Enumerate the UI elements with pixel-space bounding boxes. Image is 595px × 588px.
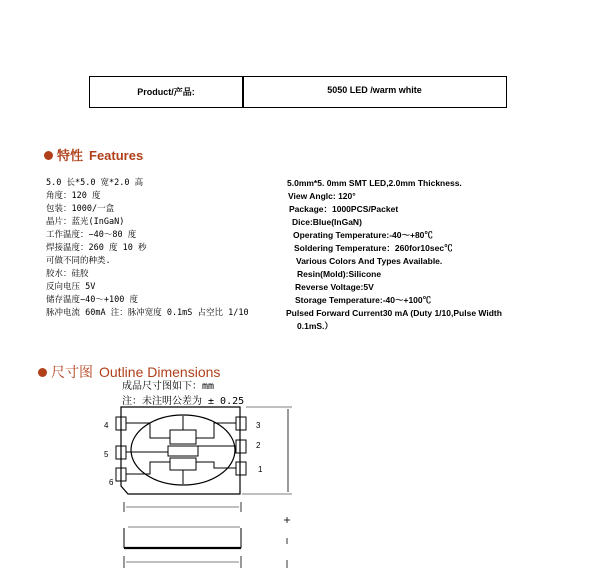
feature-en-item: Dice:Blue(InGaN) xyxy=(292,217,362,227)
leadframe-trace xyxy=(126,423,170,438)
dimension-note: 成品尺寸图如下：mm xyxy=(122,381,215,392)
feature-cn-item: 反向电压 5V xyxy=(46,282,96,292)
feature-cn-item: 包装：1000/一盒 xyxy=(46,204,115,214)
pad-2 xyxy=(236,440,246,453)
feature-en-item: Soldering Temperature：260for10sec℃ xyxy=(294,243,453,253)
outline-heading-cn: 尺寸图 xyxy=(51,364,93,380)
feature-en-item: Operating Temperature:-40～+80℃ xyxy=(293,230,433,240)
feature-cn-item: 晶片：蓝光(InGaN) xyxy=(46,217,125,227)
feature-en-item: Reverse Voltage:5V xyxy=(295,282,374,292)
pin-label-6: 6 xyxy=(109,478,114,487)
pad-1 xyxy=(236,462,246,475)
product-value: 5050 LED /warm white xyxy=(327,85,422,95)
feature-cn-item: 焊接温度：260 度 10 秒 xyxy=(46,243,147,253)
feature-cn-item: 工作温度：−40〜80 度 xyxy=(46,230,137,240)
pin-label-3: 3 xyxy=(256,421,261,430)
features-heading-en: Features xyxy=(89,148,144,163)
pin-label-4: 4 xyxy=(104,421,109,430)
package-body xyxy=(121,407,240,494)
feature-en-item: Pulsed Forward Current30 mA (Duty 1/10,Pulse Width xyxy=(286,308,502,318)
feature-cn-item: 脉冲电流 60mA 注：脉冲宽度 0.1mS 占空比 1/10 xyxy=(46,308,249,318)
feature-en-item: Package：1000PCS/Packet xyxy=(289,204,399,214)
feature-en-item: Various Colors And Types Available. xyxy=(296,256,443,266)
feature-en-item: 0.1mS.） xyxy=(297,321,333,331)
feature-cn-item: 5.0 长*5.0 宽*2.0 高 xyxy=(46,178,144,188)
feature-cn-item: 可做不同的种类. xyxy=(46,256,111,266)
feature-en-item: Resin(Mold):Silicone xyxy=(297,269,382,279)
outline-heading-en: Outline Dimensions xyxy=(99,364,221,380)
pin-label-2: 2 xyxy=(256,441,261,450)
tolerance-note: 注：未注明公差为 ± 0.25 xyxy=(122,396,245,407)
die-block xyxy=(170,458,196,470)
die-block xyxy=(170,430,196,444)
feature-en-item: Storage Temperature:-40～+100℃ xyxy=(295,295,432,305)
feature-cn-item: 角度：120 度 xyxy=(46,191,101,201)
product-label: Product/产品: xyxy=(137,87,195,97)
pin-label-1: 1 xyxy=(258,465,263,474)
feature-cn-item: 胶水：硅胶 xyxy=(46,269,89,279)
features-heading-cn: 特性 xyxy=(57,148,84,163)
feature-en-item: 5.0mm*5. 0mm SMT LED,2.0mm Thickness. xyxy=(287,178,462,188)
pin-label-5: 5 xyxy=(104,450,109,459)
leadframe-trace xyxy=(126,462,170,474)
feature-en-item: View Anglc: 120° xyxy=(288,191,356,201)
die-block xyxy=(168,446,198,456)
pad-3 xyxy=(236,417,246,430)
feature-cn-item: 储存温度−40〜+100 度 xyxy=(46,295,138,305)
